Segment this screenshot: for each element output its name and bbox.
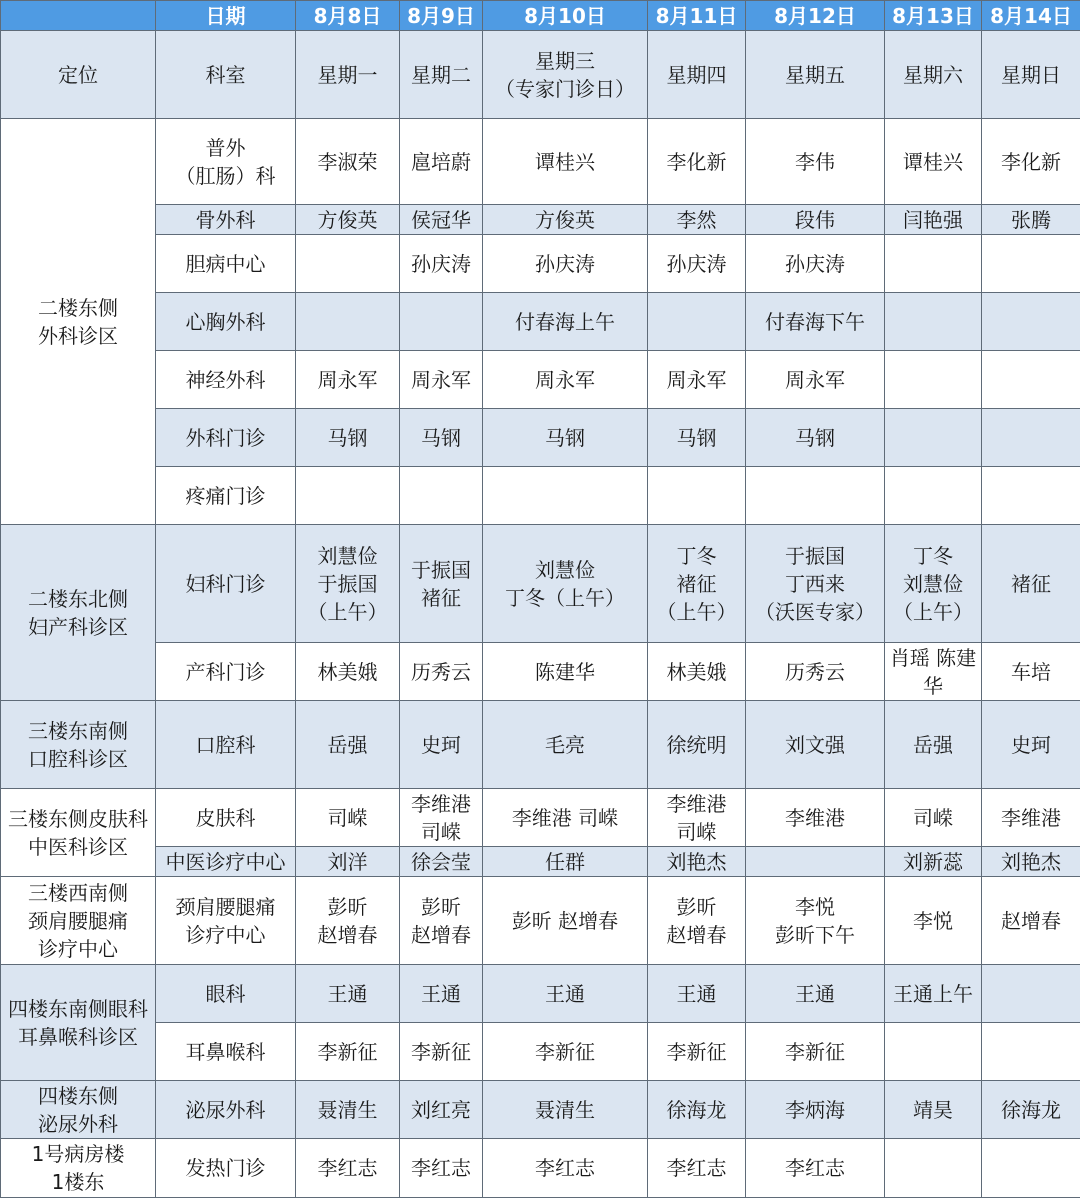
- weekday-cell: 星期三 （专家门诊日）: [483, 31, 648, 119]
- schedule-row: [1, 643, 1080, 701]
- doctor-cell: [885, 293, 982, 351]
- doctor-cell: 彭昕 赵增春: [483, 877, 648, 965]
- doctor-cell: 孙庆涛: [746, 235, 885, 293]
- doctor-cell: 周永军: [400, 351, 483, 409]
- doctor-cell: 李新征: [296, 1023, 400, 1081]
- department-cell: 外科门诊: [156, 409, 296, 467]
- doctor-cell: 徐海龙: [982, 1081, 1080, 1139]
- department-cell: 泌尿外科: [156, 1081, 296, 1139]
- department-cell: 胆病中心: [156, 235, 296, 293]
- department-cell: 中医诊疗中心: [156, 847, 296, 877]
- doctor-cell: [885, 409, 982, 467]
- doctor-cell: 李悦: [885, 877, 982, 965]
- doctor-cell: 谭桂兴: [885, 119, 982, 205]
- department-cell: 心胸外科: [156, 293, 296, 351]
- schedule-row: [1, 409, 1080, 467]
- doctor-cell: 李维港: [982, 789, 1080, 847]
- doctor-cell: [400, 467, 483, 525]
- doctor-cell: 李然: [648, 205, 746, 235]
- schedule-row: [1, 235, 1080, 293]
- doctor-cell: [648, 293, 746, 351]
- doctor-cell: [885, 235, 982, 293]
- doctor-cell: 林美娥: [648, 643, 746, 701]
- doctor-cell: 历秀云: [400, 643, 483, 701]
- doctor-cell: 靖昊: [885, 1081, 982, 1139]
- location-cell: 三楼东南侧 口腔科诊区: [1, 701, 156, 789]
- weekday-cell: 星期五: [746, 31, 885, 119]
- doctor-cell: 于振国 褚征: [400, 525, 483, 643]
- department-cell: 骨外科: [156, 205, 296, 235]
- doctor-cell: 徐会莹: [400, 847, 483, 877]
- date-cell: 8月10日: [483, 1, 648, 31]
- department-cell: 发热门诊: [156, 1139, 296, 1198]
- doctor-cell: [982, 351, 1080, 409]
- doctor-cell: 刘新蕊: [885, 847, 982, 877]
- doctor-cell: 王通上午: [885, 965, 982, 1023]
- doctor-cell: 李红志: [483, 1139, 648, 1198]
- doctor-cell: 李新征: [400, 1023, 483, 1081]
- doctor-cell: [483, 467, 648, 525]
- schedule-row: [1, 965, 1080, 1023]
- dept-label: 科室: [156, 31, 296, 119]
- doctor-cell: [746, 847, 885, 877]
- doctor-cell: 周永军: [483, 351, 648, 409]
- department-cell: 口腔科: [156, 701, 296, 789]
- doctor-cell: [885, 467, 982, 525]
- doctor-cell: 丁冬 褚征 （上午）: [648, 525, 746, 643]
- location-label: 定位: [1, 31, 156, 119]
- schedule-row: [1, 205, 1080, 235]
- doctor-cell: 李维港 司嵘: [483, 789, 648, 847]
- doctor-cell: 司嵘: [296, 789, 400, 847]
- doctor-cell: 王通: [746, 965, 885, 1023]
- weekday-header-row: [1, 31, 1080, 119]
- doctor-cell: 周永军: [648, 351, 746, 409]
- department-cell: 神经外科: [156, 351, 296, 409]
- doctor-cell: 孙庆涛: [400, 235, 483, 293]
- doctor-cell: 彭昕 赵增春: [296, 877, 400, 965]
- department-cell: 妇科门诊: [156, 525, 296, 643]
- doctor-cell: 李维港 司嵘: [648, 789, 746, 847]
- schedule-row: [1, 1023, 1080, 1081]
- doctor-cell: [296, 467, 400, 525]
- doctor-cell: 徐海龙: [648, 1081, 746, 1139]
- doctor-cell: 赵增春: [982, 877, 1080, 965]
- doctor-cell: 史珂: [982, 701, 1080, 789]
- doctor-cell: 周永军: [746, 351, 885, 409]
- doctor-cell: 聂清生: [483, 1081, 648, 1139]
- schedule-row: [1, 877, 1080, 965]
- schedule-row: [1, 1139, 1080, 1198]
- doctor-cell: 李新征: [483, 1023, 648, 1081]
- doctor-cell: 李新征: [746, 1023, 885, 1081]
- doctor-cell: 刘洋: [296, 847, 400, 877]
- doctor-cell: [982, 235, 1080, 293]
- doctor-cell: 李维港: [746, 789, 885, 847]
- department-cell: 普外 （肛肠）科: [156, 119, 296, 205]
- doctor-cell: 李化新: [982, 119, 1080, 205]
- date-label: 日期: [156, 1, 296, 31]
- location-cell: 二楼东北侧 妇产科诊区: [1, 525, 156, 701]
- weekday-cell: 星期四: [648, 31, 746, 119]
- doctor-cell: [648, 467, 746, 525]
- doctor-cell: 褚征: [982, 525, 1080, 643]
- doctor-cell: 刘艳杰: [982, 847, 1080, 877]
- doctor-cell: 李新征: [648, 1023, 746, 1081]
- doctor-cell: 史珂: [400, 701, 483, 789]
- location-cell: 四楼东南侧眼科 耳鼻喉科诊区: [1, 965, 156, 1081]
- location-cell: 四楼东侧 泌尿外科: [1, 1081, 156, 1139]
- doctor-cell: 刘慧俭 于振国 （上午）: [296, 525, 400, 643]
- doctor-cell: 林美娥: [296, 643, 400, 701]
- doctor-cell: 马钢: [296, 409, 400, 467]
- doctor-cell: 陈建华: [483, 643, 648, 701]
- doctor-cell: 付春海下午: [746, 293, 885, 351]
- doctor-cell: 李红志: [400, 1139, 483, 1198]
- schedule-row: [1, 525, 1080, 643]
- doctor-cell: 任群: [483, 847, 648, 877]
- department-cell: 颈肩腰腿痛 诊疗中心: [156, 877, 296, 965]
- doctor-cell: 刘艳杰: [648, 847, 746, 877]
- doctor-cell: 聂清生: [296, 1081, 400, 1139]
- weekday-cell: 星期二: [400, 31, 483, 119]
- schedule-row: [1, 847, 1080, 877]
- doctor-cell: [982, 409, 1080, 467]
- doctor-cell: 孙庆涛: [483, 235, 648, 293]
- date-cell: 8月14日: [982, 1, 1080, 31]
- schedule-row: [1, 467, 1080, 525]
- doctor-cell: 李红志: [296, 1139, 400, 1198]
- doctor-cell: 方俊英: [296, 205, 400, 235]
- doctor-cell: [400, 293, 483, 351]
- department-cell: 产科门诊: [156, 643, 296, 701]
- doctor-cell: 马钢: [483, 409, 648, 467]
- doctor-cell: 岳强: [885, 701, 982, 789]
- doctor-cell: 李悦 彭昕下午: [746, 877, 885, 965]
- doctor-cell: 李化新: [648, 119, 746, 205]
- doctor-cell: 丁冬 刘慧俭 （上午）: [885, 525, 982, 643]
- date-cell: 8月9日: [400, 1, 483, 31]
- doctor-cell: 岳强: [296, 701, 400, 789]
- location-cell: 二楼东侧 外科诊区: [1, 119, 156, 525]
- date-cell: 8月12日: [746, 1, 885, 31]
- doctor-cell: 王通: [296, 965, 400, 1023]
- doctor-cell: 方俊英: [483, 205, 648, 235]
- doctor-cell: 历秀云: [746, 643, 885, 701]
- doctor-cell: [982, 293, 1080, 351]
- date-cell: 8月13日: [885, 1, 982, 31]
- doctor-cell: 周永军: [296, 351, 400, 409]
- doctor-cell: 张腾: [982, 205, 1080, 235]
- schedule-row: [1, 119, 1080, 205]
- doctor-cell: [296, 235, 400, 293]
- weekday-cell: 星期六: [885, 31, 982, 119]
- doctor-cell: 马钢: [648, 409, 746, 467]
- schedule-row: [1, 1081, 1080, 1139]
- doctor-cell: 李维港 司嵘: [400, 789, 483, 847]
- schedule-row: [1, 701, 1080, 789]
- header-blank-cell: [1, 1, 156, 31]
- doctor-cell: 闫艳强: [885, 205, 982, 235]
- doctor-cell: 马钢: [746, 409, 885, 467]
- doctor-cell: 刘红亮: [400, 1081, 483, 1139]
- doctor-cell: 肖瑶 陈建 华: [885, 643, 982, 701]
- doctor-cell: 李炳海: [746, 1081, 885, 1139]
- doctor-cell: [885, 1139, 982, 1198]
- doctor-cell: 侯冠华: [400, 205, 483, 235]
- doctor-cell: 刘文强: [746, 701, 885, 789]
- date-cell: 8月8日: [296, 1, 400, 31]
- doctor-cell: 毛亮: [483, 701, 648, 789]
- doctor-cell: [982, 1023, 1080, 1081]
- department-cell: 眼科: [156, 965, 296, 1023]
- schedule-row: [1, 789, 1080, 847]
- doctor-cell: 于振国 丁西来 （沃医专家）: [746, 525, 885, 643]
- doctor-cell: [982, 467, 1080, 525]
- weekday-cell: 星期一: [296, 31, 400, 119]
- doctor-cell: 王通: [400, 965, 483, 1023]
- doctor-cell: 彭昕 赵增春: [648, 877, 746, 965]
- doctor-cell: 车培: [982, 643, 1080, 701]
- doctor-cell: 李淑荣: [296, 119, 400, 205]
- doctor-cell: 彭昕 赵增春: [400, 877, 483, 965]
- department-cell: 耳鼻喉科: [156, 1023, 296, 1081]
- doctor-cell: 谭桂兴: [483, 119, 648, 205]
- department-cell: 皮肤科: [156, 789, 296, 847]
- doctor-cell: 王通: [648, 965, 746, 1023]
- doctor-cell: 司嵘: [885, 789, 982, 847]
- doctor-cell: 扈培蔚: [400, 119, 483, 205]
- department-cell: 疼痛门诊: [156, 467, 296, 525]
- doctor-cell: 付春海上午: [483, 293, 648, 351]
- doctor-cell: 段伟: [746, 205, 885, 235]
- doctor-cell: [885, 351, 982, 409]
- doctor-cell: 孙庆涛: [648, 235, 746, 293]
- doctor-cell: 李红志: [648, 1139, 746, 1198]
- date-cell: 8月11日: [648, 1, 746, 31]
- schedule-row: [1, 293, 1080, 351]
- weekday-cell: 星期日: [982, 31, 1080, 119]
- location-cell: 三楼西南侧 颈肩腰腿痛 诊疗中心: [1, 877, 156, 965]
- doctor-cell: 王通: [483, 965, 648, 1023]
- doctor-cell: [885, 1023, 982, 1081]
- doctor-cell: [746, 467, 885, 525]
- doctor-cell: [982, 965, 1080, 1023]
- doctor-cell: 刘慧俭 丁冬（上午）: [483, 525, 648, 643]
- doctor-cell: 马钢: [400, 409, 483, 467]
- doctor-cell: [296, 293, 400, 351]
- doctor-cell: 李红志: [746, 1139, 885, 1198]
- location-cell: 三楼东侧皮肤科 中医科诊区: [1, 789, 156, 877]
- schedule-row: [1, 351, 1080, 409]
- doctor-cell: 徐统明: [648, 701, 746, 789]
- date-header-row: [1, 1, 1080, 31]
- location-cell: 1号病房楼 1楼东: [1, 1139, 156, 1198]
- doctor-cell: 李伟: [746, 119, 885, 205]
- doctor-cell: [982, 1139, 1080, 1198]
